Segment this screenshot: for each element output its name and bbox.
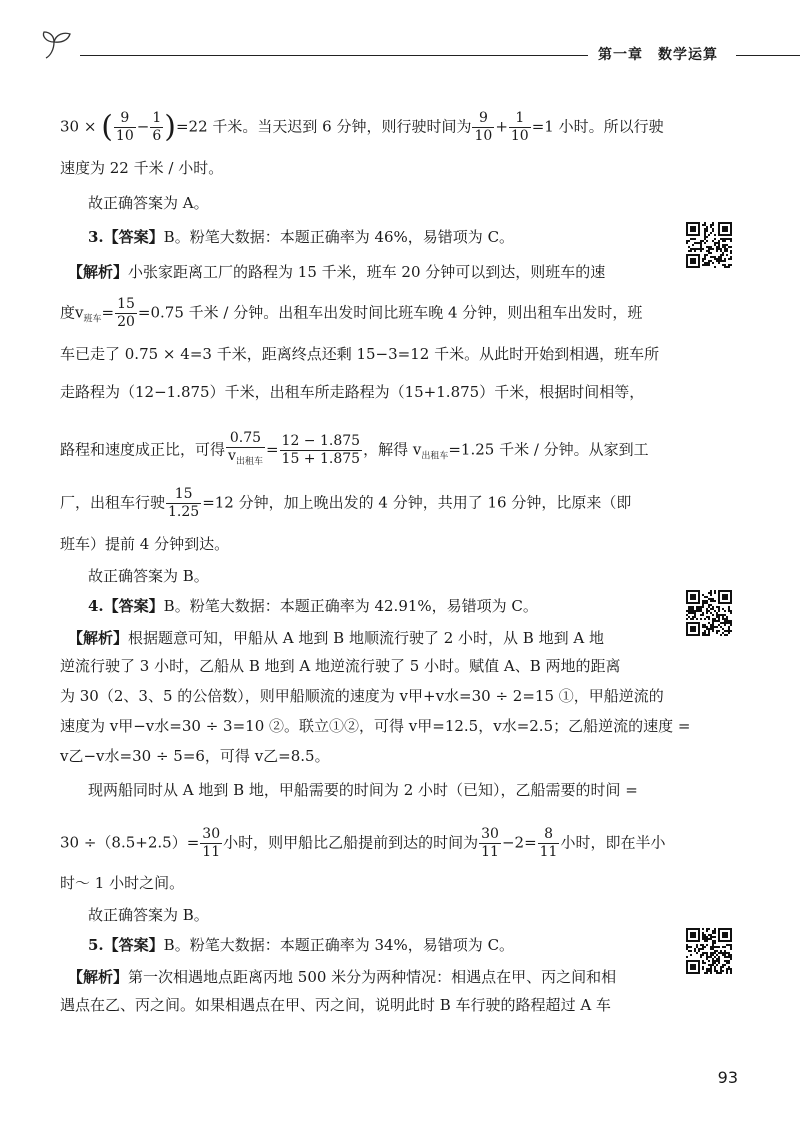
paragraph-line: 走路程为（12−1.875）千米，出租车所走路程为（15+1.875）千米，根据时间相等，: [60, 383, 645, 401]
paragraph-line: 速度为 22 千米 / 小时。: [60, 159, 224, 177]
paragraph-line: 逆流行驶了 3 小时，乙船从 B 地到 A 地逆流行驶了 5 小时。赋值 A、B 两地的距离: [60, 657, 621, 675]
header-rule-right: [736, 55, 800, 56]
q4-answer: 4.【答案】B。粉笔大数据：本题正确率为 42.91%，易错项为 C。: [88, 597, 538, 615]
q5-analysis-line: 【解析】第一次相遇地点距离丙地 500 米分为两种情况：相遇点在甲、丙之间和相: [68, 968, 617, 986]
q2-calc-line: 30 × ( $\frac{9}{10}$ − $\frac{1}{6}$ )=22 千米。当天迟到 6 分钟，则行驶时间为 $\frac{9}{10}$ + $\frac{1}{10}$ =1 小时。所以行驶: [60, 109, 664, 145]
q3-time-line: 厂，出租车行驶 $\frac{15}{1.25}$ =12 分钟，加上晚出发的 4 分钟，共用了 16 分钟，比原来（即: [60, 486, 632, 520]
page-number: 93: [717, 1068, 738, 1087]
paragraph-line: 速度为 v甲−v水=30 ÷ 3=10 ②。联立①②，可得 v甲=12.5，v水=2.5；乙船逆流的速度 =: [60, 717, 691, 735]
q3-speed-line: 度$v_{班车}=$ $\frac{15}{20}$ =0.75 千米 / 分钟。出租车出发时间比班车晚 4 分钟，则出租车出发时，班: [60, 296, 643, 330]
fraction: $\frac{12 - 1.875}{15 + 1.875}$: [281, 432, 361, 467]
fraction: $\frac{1}{10}$: [510, 110, 529, 144]
fraction: $\frac{15}{1.25}$: [168, 486, 200, 520]
fraction: $\frac{30}{11}$: [202, 826, 221, 860]
paragraph-line: v乙−v水=30 ÷ 5=6，可得 v乙=8.5。: [60, 747, 330, 765]
page-header: [0, 0, 800, 80]
q4-analysis-line: 【解析】根据题意可知，甲船从 A 地到 B 地顺流行驶了 2 小时，从 B 地到 A 地: [68, 629, 604, 647]
chapter-title: 第一章 数学运算: [598, 47, 718, 63]
qr-code-icon[interactable]: [686, 590, 732, 636]
paragraph-line: 车已走了 0.75 × 4=3 千米，距离终点还剩 15−3=12 千米。从此时开始到相遇，班车所: [60, 345, 660, 363]
sprout-icon: [40, 28, 80, 62]
paragraph-line: 遇点在乙、丙之间。如果相遇点在甲、丙之间，说明此时 B 车行驶的路程超过 A 车: [60, 996, 611, 1014]
fraction: $\frac{8}{11}$: [539, 826, 558, 860]
conclusion: 故正确答案为 A。: [88, 194, 209, 212]
paragraph-line: 现两船同时从 A 地到 B 地，甲船需要的时间为 2 小时（已知），乙船需要的时间 =: [88, 781, 638, 799]
fraction: $\frac{9}{10}$: [474, 110, 493, 144]
header-rule-left: [80, 55, 588, 56]
q4-time-line: 30 ÷（8.5+2.5）= $\frac{30}{11}$ 小时，则甲船比乙船提前到达的时间为 $\frac{30}{11}$ −2= $\frac{8}{11}$ 小时，即在半小: [60, 826, 666, 860]
fraction: $\frac{1}{6}$: [152, 110, 162, 144]
qr-code-icon[interactable]: [686, 928, 732, 974]
q3-answer: 3.【答案】B。粉笔大数据：本题正确率为 46%，易错项为 C。: [88, 228, 515, 246]
fraction: $\frac{15}{20}$: [117, 296, 135, 330]
q5-answer: 5.【答案】B。粉笔大数据：本题正确率为 34%，易错项为 C。: [88, 936, 515, 954]
paragraph-line: 时～ 1 小时之间。: [60, 874, 185, 892]
q3-ratio-line: 路程和速度成正比，可得 $\frac{0.75}{v_{出租车}}$ = $\frac{12 - 1.875}{15 + 1.875}$ ，解得 $v_{出租车}=1.25$ 千米 / 分钟。从家到工: [60, 430, 649, 471]
conclusion: 故正确答案为 B。: [88, 906, 209, 924]
paragraph-line: 班车）提前 4 分钟到达。: [60, 535, 230, 553]
fraction: $\frac{30}{11}$: [481, 826, 499, 860]
paragraph-line: 为 30（2、3、5 的公倍数），则甲船顺流的速度为 v甲+v水=30 ÷ 2=15 ①，甲船逆流的: [60, 687, 664, 705]
q3-analysis-line: 【解析】小张家距离工厂的路程为 15 千米，班车 20 分钟可以到达，则班车的速: [68, 263, 606, 281]
conclusion: 故正确答案为 B。: [88, 567, 209, 585]
qr-code-icon[interactable]: [686, 222, 732, 268]
fraction: $\frac{0.75}{v_{出租车}}$: [228, 430, 263, 467]
fraction: $\frac{9}{10}$: [115, 110, 134, 144]
